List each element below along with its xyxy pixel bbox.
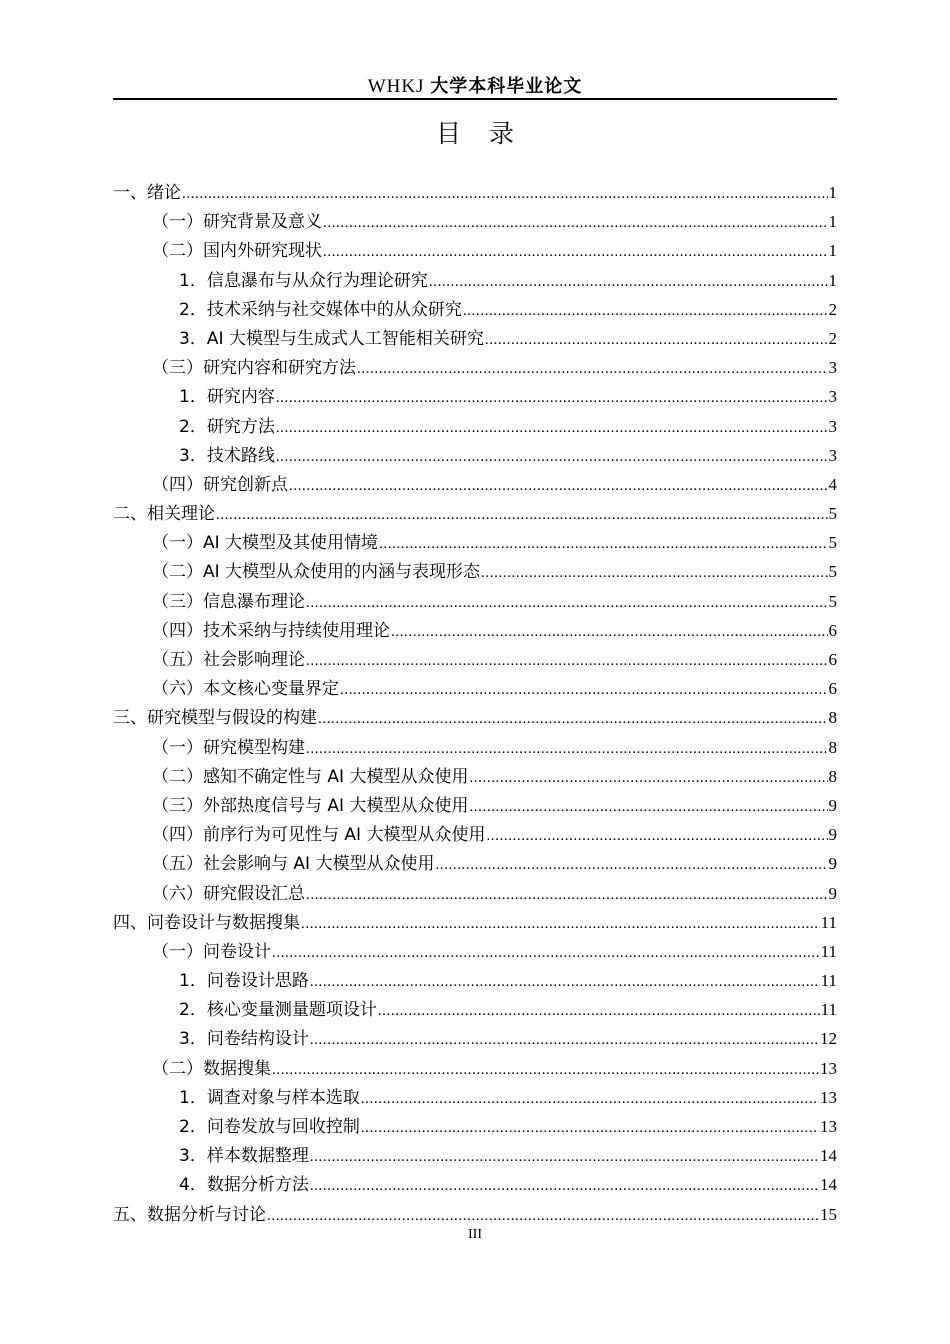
toc-leader-dots — [272, 1056, 819, 1085]
toc-leader-dots — [469, 764, 827, 793]
toc-leader-dots — [306, 589, 828, 618]
toc-entry-title: （四）研究创新点 — [152, 474, 288, 495]
toc-entry-page: 1 — [828, 212, 837, 232]
toc-entry-page: 11 — [820, 941, 837, 961]
toc-leader-dots — [301, 910, 820, 939]
toc-entry-page: 1 — [828, 241, 837, 261]
toc-entry-title: （五）社会影响理论 — [152, 650, 305, 670]
toc-entry[interactable] — [113, 645, 837, 674]
toc-entry-title: （三）研究内容和研究方法 — [152, 358, 356, 379]
toc-leader-dots — [310, 968, 820, 997]
toc-entry-title: 2．研究方法 — [179, 416, 275, 437]
toc-entry-title: （二）AI 大模型从众使用的内涵与表现形态 — [152, 562, 481, 583]
toc-entry-title: （一）研究背景及意义 — [152, 212, 322, 233]
toc-entry-title: （三）信息瀑布理论 — [152, 591, 305, 612]
toc-entry-title: 一、绪论 — [113, 183, 181, 203]
toc-entry-title: 2．问卷发放与回收控制 — [179, 1117, 360, 1137]
toc-entry-title: （四）技术采纳与持续使用理论 — [152, 620, 390, 641]
toc-leader-dots — [323, 238, 828, 267]
toc-leader-dots — [306, 735, 828, 764]
toc-entry-page: 6 — [828, 679, 837, 699]
toc-entry-page: 11 — [820, 1000, 837, 1020]
toc-entry-page: 2 — [828, 299, 837, 319]
toc-entry[interactable] — [113, 266, 837, 295]
toc-leader-dots — [306, 647, 828, 676]
toc-entry-title: 1．信息瀑布与从众行为理论研究 — [179, 270, 428, 291]
toc-entry-title: 1．调查对象与样本选取 — [179, 1087, 360, 1108]
toc-entry-title: 三、研究模型与假设的构建 — [113, 708, 317, 729]
toc-leader-dots — [391, 618, 828, 647]
toc-entry[interactable] — [113, 849, 837, 878]
page-number: III — [468, 1227, 482, 1242]
toc-entry[interactable] — [113, 966, 837, 995]
toc-leader-dots — [481, 559, 827, 588]
toc-entry[interactable] — [113, 499, 837, 528]
toc-entry-page: 6 — [828, 650, 837, 669]
toc-leader-dots — [361, 1085, 819, 1114]
toc-entry[interactable] — [113, 908, 837, 937]
toc-leader-dots — [485, 326, 828, 355]
toc-entry-title: 二、相关理论 — [113, 504, 215, 525]
toc-entry[interactable] — [113, 353, 837, 382]
toc-leader-dots — [310, 1172, 819, 1201]
toc-entry-title: 2．核心变量测量题项设计 — [179, 1000, 377, 1021]
toc-entry[interactable] — [113, 587, 837, 616]
toc-entry[interactable] — [113, 324, 837, 353]
toc-leader-dots — [323, 209, 828, 238]
toc-entry[interactable] — [113, 791, 837, 820]
toc-leader-dots — [486, 822, 827, 851]
toc-leader-dots — [289, 472, 828, 501]
toc-entry-page: 14 — [820, 1175, 837, 1195]
toc-entry[interactable] — [113, 733, 837, 762]
toc-entry-title: 1．研究内容 — [179, 387, 275, 408]
toc-entry-page: 2 — [828, 328, 837, 348]
toc-entry-title: 1．问卷设计思路 — [179, 971, 309, 992]
toc-entry[interactable] — [113, 703, 837, 732]
toc-entry[interactable] — [113, 762, 837, 791]
toc-leader-dots — [429, 268, 828, 297]
toc-entry-page: 13 — [820, 1087, 837, 1107]
toc-entry-title: （一）AI 大模型及其使用情境 — [152, 533, 379, 554]
toc-entry-page: 8 — [828, 708, 837, 728]
toc-leader-dots — [378, 997, 820, 1026]
toc-entry-page: 1 — [828, 270, 837, 290]
toc-entry[interactable] — [113, 674, 837, 703]
toc-entry[interactable] — [113, 295, 837, 324]
toc-entry[interactable] — [113, 1141, 837, 1170]
toc-entry[interactable] — [113, 382, 837, 411]
toc-entry-page: 9 — [828, 795, 837, 815]
toc-entry[interactable] — [113, 1083, 837, 1112]
toc-leader-dots — [276, 414, 828, 443]
toc-entry-title: （二）国内外研究现状 — [152, 241, 322, 262]
header-cjk: 大学本科毕业论文 — [430, 76, 583, 97]
toc-entry[interactable] — [113, 937, 837, 966]
toc-entry[interactable] — [113, 441, 837, 470]
toc-entry[interactable] — [113, 207, 837, 236]
toc-entry-title: 3．技术路线 — [179, 445, 275, 466]
toc-entry-page: 12 — [820, 1029, 837, 1049]
toc-entry-title: 2．技术采纳与社交媒体中的从众研究 — [179, 299, 462, 320]
toc-entry[interactable] — [113, 995, 837, 1024]
toc-entry[interactable] — [113, 1170, 837, 1199]
toc-entry-page: 11 — [820, 971, 837, 991]
toc-entry-page: 3 — [828, 387, 837, 407]
toc-entry-title: 五、数据分析与讨论 — [113, 1204, 266, 1225]
toc-leader-dots — [435, 851, 827, 880]
toc-entry-page: 5 — [828, 591, 837, 611]
toc-entry[interactable] — [113, 470, 837, 499]
toc-entry-page: 11 — [820, 912, 837, 932]
toc-entry-title: （三）外部热度信号与 AI 大模型从众使用 — [152, 795, 469, 816]
toc-leader-dots — [379, 530, 827, 559]
toc-entry-page: 9 — [828, 883, 837, 903]
toc-leader-dots — [340, 676, 828, 705]
toc-entry-title: 3．问卷结构设计 — [179, 1029, 309, 1050]
toc-entry-page: 8 — [828, 737, 837, 757]
toc-entry-title: （四）前序行为可见性与 AI 大模型从众使用 — [152, 825, 486, 846]
toc-entry-title: 四、问卷设计与数据搜集 — [113, 912, 300, 933]
toc-entry-page: 3 — [828, 445, 837, 465]
toc-entry-page: 6 — [828, 620, 837, 640]
toc-entry[interactable] — [113, 616, 837, 645]
toc-title: 目录 — [435, 119, 542, 148]
toc-entry-title: （六）研究假设汇总 — [152, 883, 305, 904]
toc-leader-dots — [276, 384, 828, 413]
toc-leader-dots — [306, 881, 828, 910]
toc-entry-title: （一）问卷设计 — [152, 941, 271, 962]
toc-entry-page: 4 — [828, 474, 837, 494]
toc-entry[interactable] — [113, 1200, 837, 1229]
toc-entry-title: （五）社会影响与 AI 大模型从众使用 — [152, 854, 435, 875]
toc-entry-page: 1 — [828, 183, 837, 202]
toc-entry[interactable] — [113, 412, 837, 441]
toc-entry[interactable] — [113, 879, 837, 908]
running-header — [113, 72, 837, 98]
toc-entry-page: 3 — [828, 358, 837, 378]
toc-entry[interactable] — [113, 820, 837, 849]
table-of-contents — [113, 178, 837, 1229]
toc-entry-page: 13 — [820, 1117, 837, 1136]
toc-entry[interactable] — [113, 557, 837, 586]
toc-leader-dots — [361, 1114, 819, 1143]
toc-leader-dots — [182, 180, 828, 209]
toc-entry-title: 3．AI 大模型与生成式人工智能相关研究 — [179, 328, 484, 349]
toc-entry[interactable] — [113, 236, 837, 265]
toc-leader-dots — [357, 355, 828, 384]
toc-entry-title: （二）数据搜集 — [152, 1058, 271, 1079]
toc-leader-dots — [216, 501, 828, 530]
toc-entry-title: （六）本文核心变量界定 — [152, 679, 339, 700]
toc-entry-page: 14 — [820, 1146, 837, 1166]
toc-entry-page: 5 — [828, 504, 837, 524]
toc-entry-title: （一）研究模型构建 — [152, 737, 305, 758]
toc-entry-page: 3 — [828, 416, 837, 436]
toc-leader-dots — [310, 1026, 819, 1055]
toc-leader-dots — [469, 793, 827, 822]
toc-entry[interactable] — [113, 1054, 837, 1083]
toc-entry-page: 8 — [828, 766, 837, 786]
toc-entry-page: 9 — [828, 825, 837, 845]
toc-entry-title: 4．数据分析方法 — [179, 1175, 309, 1196]
header-rule — [113, 98, 837, 100]
header-latin: WHKJ — [367, 76, 425, 97]
toc-entry[interactable] — [113, 528, 837, 557]
toc-leader-dots — [310, 1143, 819, 1172]
toc-entry[interactable] — [113, 1024, 837, 1053]
toc-leader-dots — [272, 939, 820, 968]
toc-entry-title: （二）感知不确定性与 AI 大模型从众使用 — [152, 766, 469, 787]
toc-leader-dots — [318, 705, 828, 734]
toc-entry-page: 5 — [828, 533, 837, 553]
toc-entry[interactable] — [113, 178, 837, 207]
toc-entry[interactable] — [113, 1112, 837, 1141]
toc-leader-dots — [276, 443, 828, 472]
toc-entry-page: 5 — [828, 562, 837, 582]
toc-entry-page: 9 — [828, 854, 837, 874]
toc-entry-page: 15 — [820, 1204, 837, 1224]
toc-entry-page: 13 — [820, 1058, 837, 1078]
toc-leader-dots — [463, 297, 828, 326]
toc-entry-title: 3．样本数据整理 — [179, 1146, 309, 1167]
